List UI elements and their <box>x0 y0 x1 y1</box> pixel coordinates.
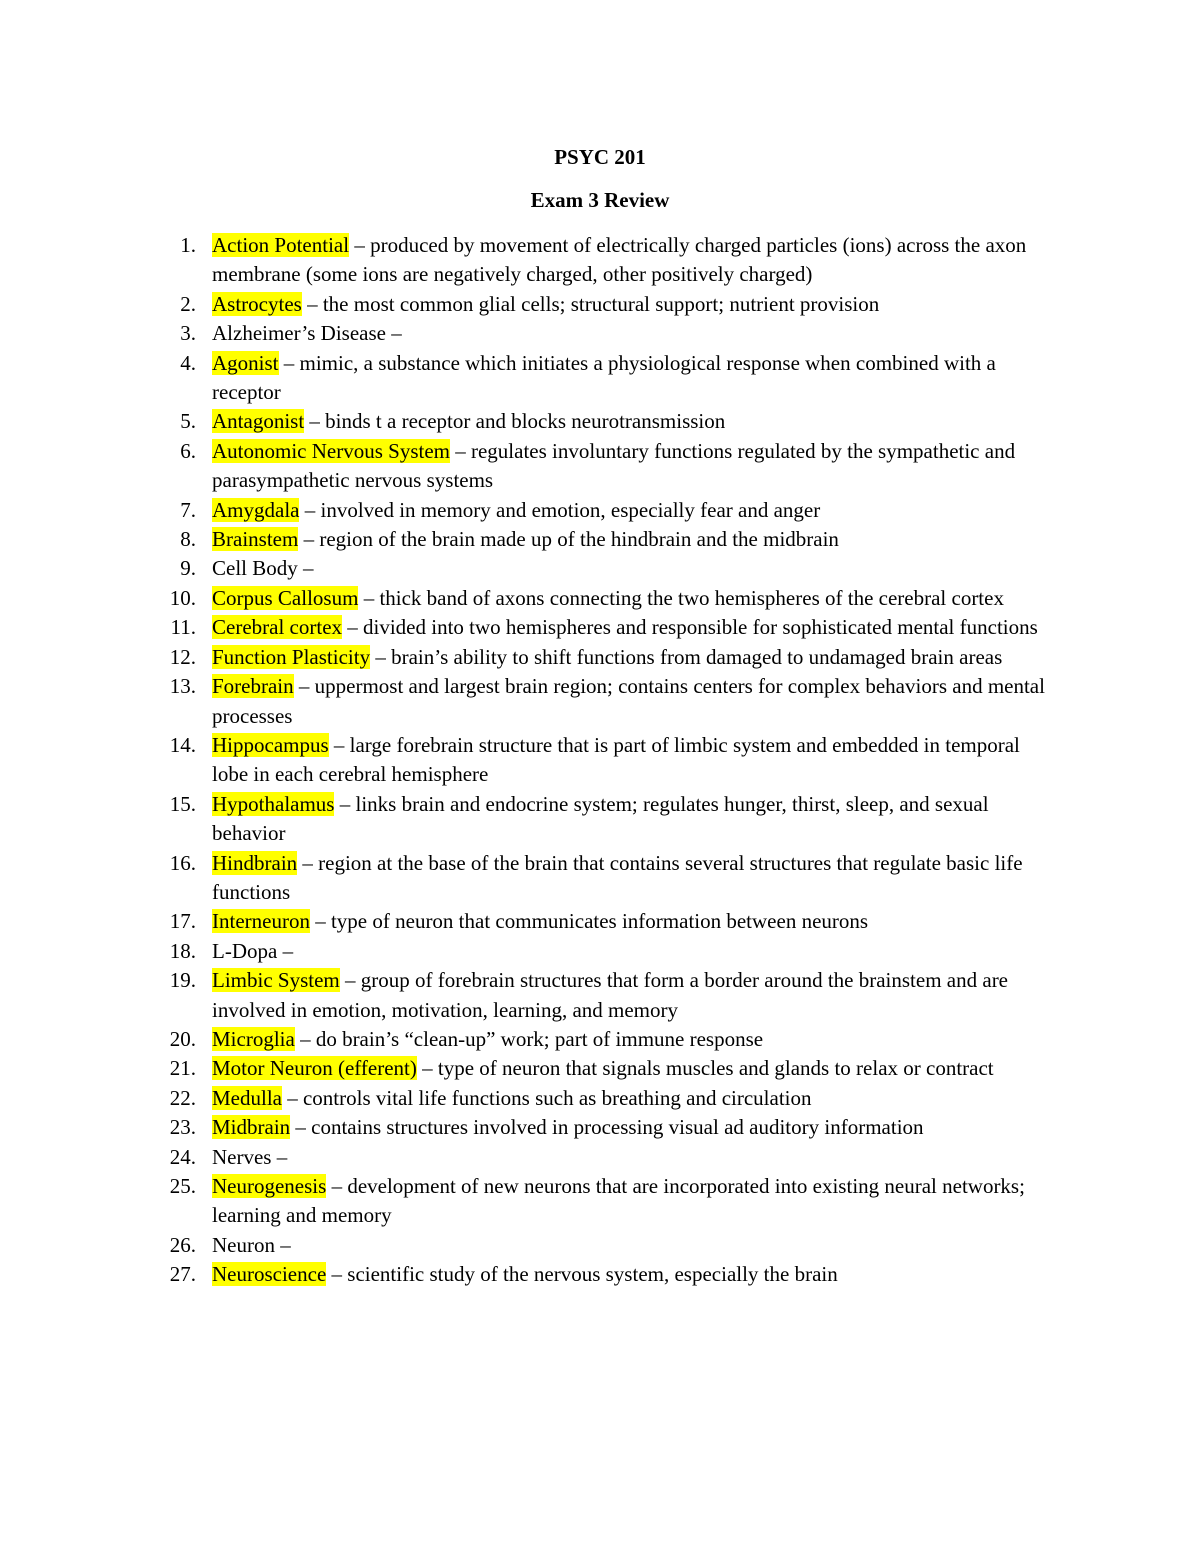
term-item <box>156 231 1056 290</box>
term-name: Astrocytes <box>212 291 302 316</box>
term-definition: – brain’s ability to shift functions from damaged to undamaged brain areas <box>370 644 1003 669</box>
term-name: Medulla <box>212 1085 282 1110</box>
term-name: Forebrain <box>212 674 294 699</box>
term-name: Cell Body <box>212 556 298 581</box>
term-item <box>156 496 1056 525</box>
term-definition: – the most common glial cells; structural support; nutrient provision <box>301 291 880 316</box>
term-definition: – <box>385 321 402 346</box>
term-name: Motor Neuron (efferent) <box>212 1056 417 1081</box>
term-definition: – <box>274 1232 291 1257</box>
term-name: Action Potential <box>212 233 350 257</box>
term-name: Neurogenesis <box>212 1174 327 1198</box>
term-item <box>156 1113 1056 1142</box>
term-item <box>156 672 1056 731</box>
term-definition: – thick band of axons connecting the two hemispheres of the cerebral cortex <box>358 585 1004 610</box>
term-number: 22. <box>169 1085 196 1110</box>
term-number: 20. <box>169 1026 196 1051</box>
term-number: 8. <box>180 527 196 552</box>
term-definition: – region of the brain made up of the hindbrain and the midbrain <box>298 527 839 552</box>
term-number: 25. <box>169 1174 196 1198</box>
term-number: 11. <box>170 615 196 640</box>
term-name: Corpus Callosum <box>212 585 359 610</box>
term-number: 4. <box>180 350 196 375</box>
term-number: 27. <box>169 1262 196 1287</box>
term-definition: – <box>271 1144 288 1169</box>
term-item <box>156 554 1056 583</box>
term-number: 6. <box>180 438 196 463</box>
term-definition: – links brain and endocrine system; regulates hunger, thirst, sleep, and sexual behavior <box>212 791 989 846</box>
course-title: PSYC 201 <box>554 145 646 169</box>
term-number: 10. <box>169 585 196 610</box>
term-definition: – regulates involuntary functions regulated by the sympathetic and parasympathetic nervous systems <box>212 438 1016 493</box>
term-number: 1. <box>180 233 196 257</box>
term-item <box>156 643 1056 672</box>
term-number: 19. <box>169 968 196 993</box>
term-list <box>156 231 1056 1290</box>
term-number: 15. <box>169 791 196 816</box>
term-item <box>156 613 1056 642</box>
term-number: 18. <box>169 938 196 963</box>
term-item <box>156 1231 1056 1260</box>
term-number: 7. <box>180 497 196 522</box>
term-item <box>156 1260 1056 1289</box>
term-number: 26. <box>169 1232 196 1257</box>
term-definition: – scientific study of the nervous system, especially the brain <box>326 1262 838 1287</box>
term-number: 17. <box>169 909 196 934</box>
term-name: Agonist <box>212 350 279 375</box>
term-name: Midbrain <box>212 1115 291 1140</box>
term-item <box>156 290 1056 319</box>
term-definition: – large forebrain structure that is part of limbic system and embedded in temporal lobe in each cerebral hemisphere <box>212 732 1020 787</box>
term-item <box>156 937 1056 966</box>
term-item <box>156 525 1056 554</box>
term-definition: – produced by movement of electrically charged particles (ions) across the axon membrane (some ions are negatively charged, other positively charged) <box>212 233 1027 287</box>
term-number: 5. <box>180 409 196 434</box>
term-item <box>156 1084 1056 1113</box>
term-name: Brainstem <box>212 527 299 552</box>
term-item <box>156 437 1056 496</box>
term-name: Hindbrain <box>212 850 298 875</box>
term-name: Microglia <box>212 1026 295 1051</box>
term-item <box>156 966 1056 1025</box>
term-definition: – contains structures involved in processing visual ad auditory information <box>290 1115 924 1140</box>
term-definition: – uppermost and largest brain region; contains centers for complex behaviors and mental processes <box>212 674 1045 728</box>
term-item <box>156 407 1056 436</box>
term-name: Autonomic Nervous System <box>212 438 450 463</box>
term-number: 13. <box>169 674 196 699</box>
term-definition: – type of neuron that signals muscles and glands to relax or contract <box>416 1056 994 1081</box>
term-item <box>156 849 1056 908</box>
term-definition: – <box>297 556 314 581</box>
term-number: 16. <box>169 850 196 875</box>
term-name: Alzheimer’s Disease <box>212 321 386 346</box>
term-name: Interneuron <box>212 909 310 934</box>
term-item <box>156 1143 1056 1172</box>
term-definition: – type of neuron that communicates information between neurons <box>309 909 869 934</box>
term-number: 2. <box>180 291 196 316</box>
term-name: Hypothalamus <box>212 791 335 816</box>
term-definition: – involved in memory and emotion, especially fear and anger <box>299 497 821 522</box>
term-name: L-Dopa <box>212 938 278 963</box>
term-name: Antagonist <box>212 409 305 434</box>
term-item <box>156 1172 1056 1231</box>
term-definition: – divided into two hemispheres and responsible for sophisticated mental functions <box>342 615 1038 640</box>
term-item <box>156 1025 1056 1054</box>
term-item <box>156 584 1056 613</box>
term-name: Hippocampus <box>212 732 329 757</box>
term-item <box>156 1054 1056 1083</box>
term-number: 24. <box>169 1144 196 1169</box>
term-name: Function Plasticity <box>212 644 371 669</box>
term-definition: – binds t a receptor and blocks neurotransmission <box>304 409 726 434</box>
term-item <box>156 349 1056 408</box>
term-name: Nerves <box>212 1144 272 1169</box>
term-definition: – <box>277 938 294 963</box>
term-item <box>156 790 1056 849</box>
term-name: Neuroscience <box>212 1262 327 1287</box>
term-definition: – group of forebrain structures that form a border around the brainstem and are involved in emotion, motivation, learning, and memory <box>212 968 1009 1022</box>
term-item <box>156 319 1056 348</box>
term-definition: – mimic, a substance which initiates a physiological response when combined with a receptor <box>212 350 996 405</box>
term-number: 12. <box>169 644 196 669</box>
term-item <box>156 731 1056 790</box>
term-definition: – controls vital life functions such as breathing and circulation <box>281 1085 812 1110</box>
term-number: 14. <box>169 732 196 757</box>
term-name: Cerebral cortex <box>212 615 343 640</box>
term-number: 23. <box>169 1115 196 1140</box>
term-number: 3. <box>180 321 196 346</box>
term-item <box>156 907 1056 936</box>
term-name: Limbic System <box>212 968 340 993</box>
term-name: Neuron <box>212 1232 275 1257</box>
term-definition: – do brain’s “clean-up” work; part of immune response <box>294 1026 764 1051</box>
term-number: 9. <box>180 556 196 581</box>
term-definition: – region at the base of the brain that contains several structures that regulate basic life functions <box>212 850 1023 904</box>
document-subtitle: Exam 3 Review <box>530 188 670 212</box>
term-definition: – development of new neurons that are incorporated into existing neural networks; learning and memory <box>212 1174 1025 1228</box>
term-name: Amygdala <box>212 497 300 522</box>
term-number: 21. <box>169 1056 196 1081</box>
